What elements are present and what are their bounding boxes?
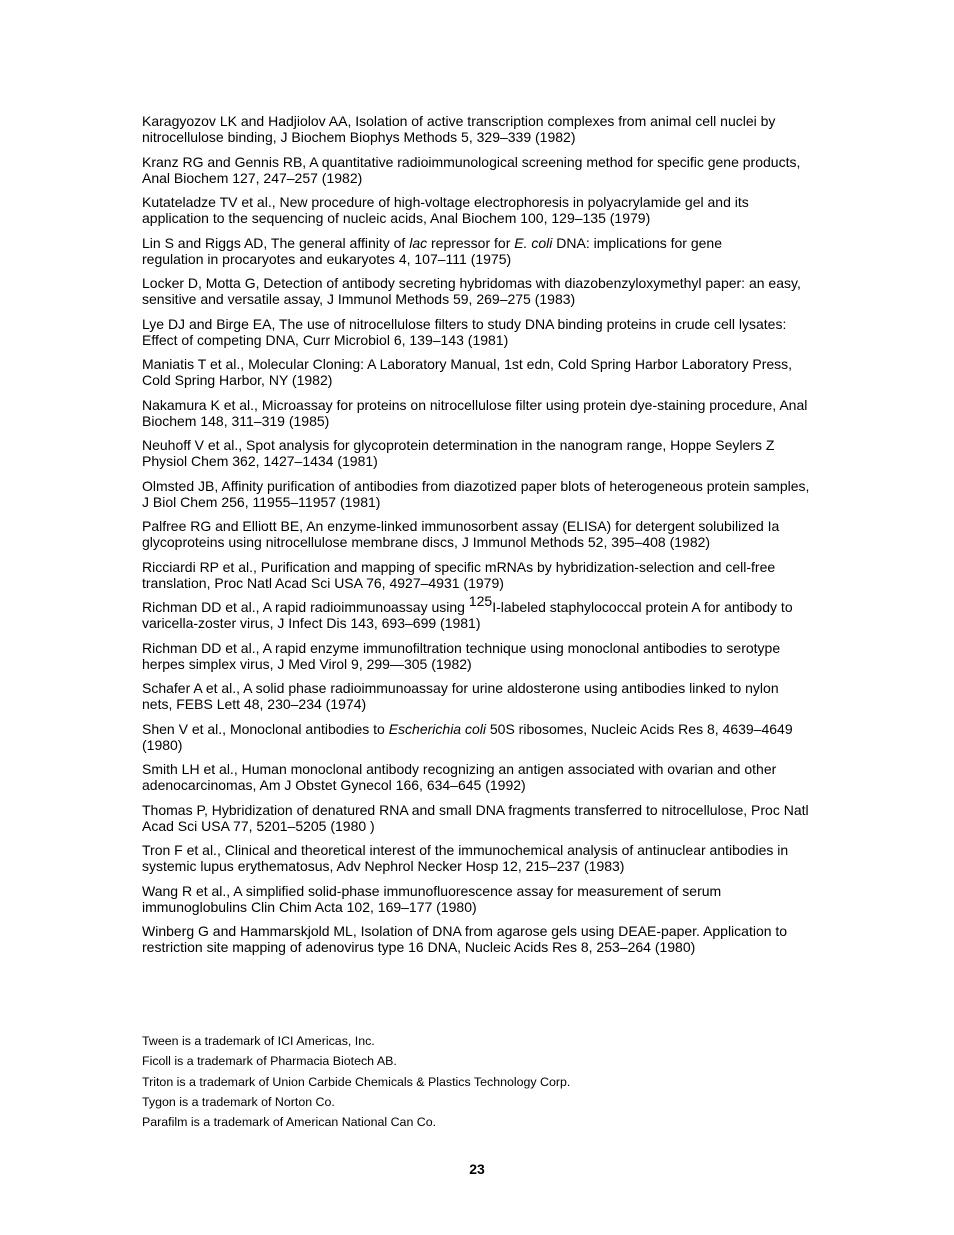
reference-text: Shen V et al., Monoclonal antibodies to [142,720,389,737]
reference-item [142,194,809,226]
reference-line: herpes simplex virus, J Med Virol 9, 299—305 (1982) [142,655,472,672]
reference-line: Wang R et al., A simplified solid-phase immunofluorescence assay for measurement of serum [142,882,722,899]
reference-line: Nakamura K et al., Microassay for proteins on nitrocellulose filter using protein dye-staining procedure, Anal [142,396,808,413]
reference-line: nitrocellulose binding, J Biochem Biophys Methods 5, 329–339 (1982) [142,129,576,145]
trademark-note-ficoll: Ficoll is a trademark of Pharmacia Biotech AB. [142,1054,397,1069]
reference-item [142,883,809,915]
reference-line: Acad Sci USA 77, 5201–5205 (1980 ) [142,817,375,834]
reference-line [142,721,809,737]
italic-text: Escherichia coli [388,720,486,737]
reference-text: 50S ribosomes, Nucleic Acids Res 8, 4639–4649 [485,720,793,737]
reference-item [142,437,809,469]
reference-line: restriction site mapping of adenovirus type 16 DNA, Nucleic Acids Res 8, 253–264 (1980) [142,939,696,955]
reference-line: Biochem 148, 311–319 (1985) [142,412,330,429]
reference-line: Richman DD et al., A rapid enzyme immunofiltration technique using monoclonal antibodies to serotype [142,639,781,656]
reference-line: Palfree RG and Elliott BE, An enzyme-linked immunosorbent assay (ELISA) for detergent solubilized Ia [142,518,780,534]
reference-item [142,316,809,348]
reference-line: Kranz RG and Gennis RB, A quantitative radioimmunological screening method for specific gene products, [142,153,801,170]
reference-item [142,154,809,186]
reference-item [142,842,809,874]
reference-line [142,235,809,251]
trademark-note-tygon: Tygon is a trademark of Norton Co. [142,1094,335,1109]
reference-line: nets, FEBS Lett 48, 230–234 (1974) [142,696,367,712]
reference-line: immunoglobulins Clin Chim Acta 102, 169–177 (1980) [142,898,477,915]
reference-line: Kutateladze TV et al., New procedure of high-voltage electrophoresis in polyacrylamide gel and its [142,194,749,210]
reference-item [142,640,809,672]
reference-line: Schafer A et al., A solid phase radioimmunoassay for urine aldosterone using antibodies linked to nylon [142,680,779,696]
reference-line: Ricciardi RP et al., Purification and mapping of specific mRNAs by hybridization-selection and cell-free [142,558,776,575]
italic-text: lac [409,234,428,251]
reference-line: adenocarcinomas, Am J Obstet Gynecol 166, 634–645 (1992) [142,777,526,793]
reference-line: Effect of competing DNA, Curr Microbiol 6, 139–143 (1981) [142,331,509,348]
reference-item [142,680,809,712]
reference-item [142,235,809,267]
reference-line: Thomas P, Hybridization of denatured RNA and small DNA fragments transferred to nitrocellulose, Proc Natl [142,801,809,818]
reference-item [142,559,809,591]
reference-item [142,113,809,145]
superscript-text: 125 [468,593,493,609]
reference-line: glycoproteins using nitrocellulose membrane discs, J Immunol Methods 52, 395–408 (1982) [142,534,711,550]
reference-line: application to the sequencing of nucleic acids, Anal Biochem 100, 129–135 (1979) [142,210,651,226]
reference-line: Physiol Chem 362, 1427–1434 (1981) [142,453,378,469]
reference-line: Winberg G and Hammarskjold ML, Isolation of DNA from agarose gels using DEAE-paper. Application to [142,923,788,939]
reference-text: I-labeled staphylococcal protein A for antibody to [492,599,793,615]
reference-line: J Biol Chem 256, 11955–11957 (1981) [142,493,381,510]
reference-line: sensitive and versatile assay, J Immunol Methods 59, 269–275 (1983) [142,291,576,307]
reference-item [142,923,809,955]
reference-item [142,518,809,550]
reference-line: Maniatis T et al., Molecular Cloning: A Laboratory Manual, 1st edn, Cold Spring Harbor Laboratory Press, [142,356,793,372]
reference-line: Cold Spring Harbor, NY (1982) [142,372,333,388]
reference-text: Lin S and Riggs AD, The general affinity of [142,234,410,251]
reference-item [142,802,809,834]
page-number: 23 [469,1161,485,1177]
reference-item [142,356,809,388]
reference-line: Tron F et al., Clinical and theoretical interest of the immunochemical analysis of antinuclear antibodies in [142,842,789,858]
reference-line: Smith LH et al., Human monoclonal antibody recognizing an antigen associated with ovarian and other [142,761,777,777]
reference-item [142,721,809,753]
reference-line: Neuhoff V et al., Spot analysis for glycoprotein determination in the nanogram range, Hoppe Seylers Z [142,437,775,453]
reference-list [142,113,809,964]
trademark-note-tween: Tween is a trademark of ICI Americas, Inc. [142,1034,375,1048]
reference-line: Lye DJ and Birge EA, The use of nitrocellulose filters to study DNA binding proteins in crude cell lysates: [142,315,787,332]
reference-text: DNA: implications for gene [552,234,723,251]
reference-text: repressor for [427,234,515,251]
trademark-footnotes [142,1031,570,1132]
reference-text: Richman DD et al., A rapid radioimmunoassay using [142,599,469,615]
reference-item [142,478,809,510]
reference-item [142,593,809,631]
trademark-note-parafilm: Parafilm is a trademark of American National Can Co. [142,1115,437,1129]
italic-text: E. coli [514,234,553,251]
reference-line: systemic lupus erythematosus, Adv Nephrol Necker Hosp 12, 215–237 (1983) [142,858,625,874]
trademark-note-triton: Triton is a trademark of Union Carbide Chemicals & Plastics Technology Corp. [142,1074,571,1089]
reference-item [142,275,809,307]
reference-line: Olmsted JB, Affinity purification of antibodies from diazotized paper blots of heterogeneous protein samples, [142,477,810,494]
reference-line: varicella-zoster virus, J Infect Dis 143, 693–699 (1981) [142,615,481,631]
reference-line: Anal Biochem 127, 247–257 (1982) [142,169,363,186]
reference-line: Locker D, Motta G, Detection of antibody secreting hybridomas with diazobenzyloxymethyl paper: an easy, [142,275,801,291]
reference-line: Karagyozov LK and Hadjiolov AA, Isolation of active transcription complexes from animal cell nuclei by [142,113,776,129]
reference-line: regulation in procaryotes and eukaryotes 4, 107–111 (1975) [142,250,512,267]
reference-line: translation, Proc Natl Acad Sci USA 76, 4927–4931 (1979) [142,574,504,591]
reference-line: (1980) [142,736,183,753]
reference-item [142,397,809,429]
reference-item [142,761,809,793]
reference-line [142,593,809,615]
